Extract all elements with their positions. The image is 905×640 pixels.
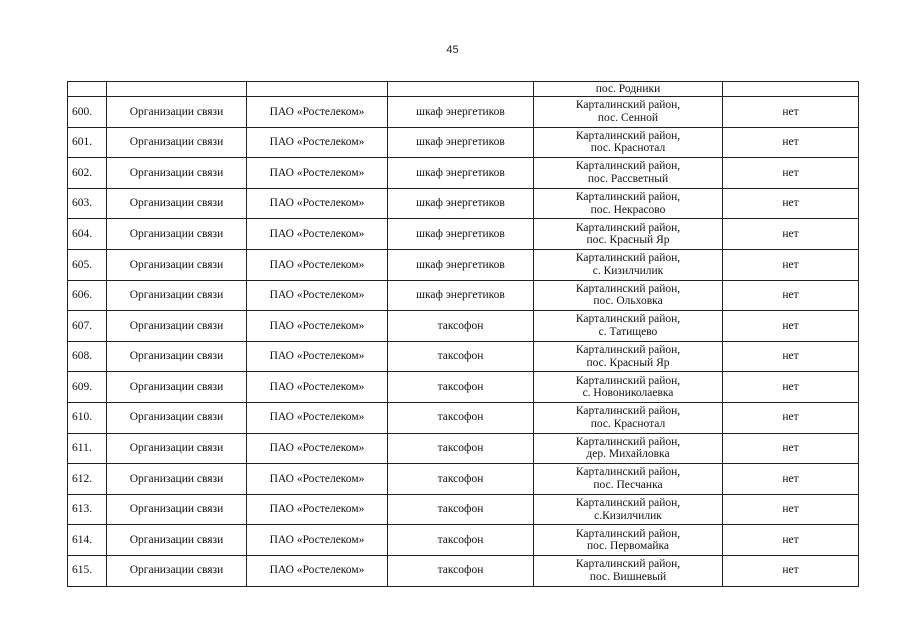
location-cell — [534, 372, 723, 403]
owner-cell: ПАО «Ростелеком» — [247, 97, 388, 128]
object-cell: таксофон — [388, 555, 534, 586]
owner-cell: ПАО «Ростелеком» — [247, 464, 388, 495]
value-cell: нет — [723, 555, 859, 586]
value-cell: нет — [723, 433, 859, 464]
row-number-cell: 605. — [68, 249, 107, 280]
location-cell — [534, 402, 723, 433]
object-cell: таксофон — [388, 494, 534, 525]
owner-cell: ПАО «Ростелеком» — [247, 188, 388, 219]
location-district: Карталинский район, — [575, 313, 681, 326]
table-cell — [68, 82, 107, 97]
org-type-cell: Организации связи — [107, 188, 247, 219]
row-number-cell: 611. — [68, 433, 107, 464]
location-settlement: пос. Рассветный — [587, 172, 669, 185]
row-number-cell: 615. — [68, 555, 107, 586]
table-row — [68, 494, 859, 525]
table-row — [68, 555, 859, 586]
location-settlement: пос. Песчанка — [593, 478, 663, 491]
org-type-cell: Организации связи — [107, 372, 247, 403]
table-row — [68, 127, 859, 158]
location-cell — [534, 555, 723, 586]
owner-cell: ПАО «Ростелеком» — [247, 372, 388, 403]
location-cell — [534, 341, 723, 372]
owner-cell: ПАО «Ростелеком» — [247, 341, 388, 372]
location-cell: пос. Родники — [534, 82, 723, 97]
value-cell: нет — [723, 525, 859, 556]
object-cell: шкаф энергетиков — [388, 249, 534, 280]
org-type-cell: Организации связи — [107, 158, 247, 189]
location-district: Карталинский район, — [575, 527, 681, 540]
row-number-cell: 609. — [68, 372, 107, 403]
row-number-cell: 601. — [68, 127, 107, 158]
object-cell: шкаф энергетиков — [388, 188, 534, 219]
location-district: Карталинский район, — [575, 191, 681, 204]
object-cell: шкаф энергетиков — [388, 127, 534, 158]
table-row — [68, 280, 859, 311]
location-district: Карталинский район, — [575, 435, 681, 448]
location-settlement: с. Татищево — [598, 325, 658, 338]
org-type-cell: Организации связи — [107, 341, 247, 372]
value-cell: нет — [723, 494, 859, 525]
value-cell: нет — [723, 372, 859, 403]
row-number-cell: 613. — [68, 494, 107, 525]
location-district: Карталинский район, — [575, 405, 681, 418]
row-number-cell: 606. — [68, 280, 107, 311]
value-cell: нет — [723, 311, 859, 342]
object-cell: таксофон — [388, 402, 534, 433]
location-settlement: пос. Ольховка — [593, 295, 663, 308]
owner-cell: ПАО «Ростелеком» — [247, 158, 388, 189]
org-type-cell: Организации связи — [107, 97, 247, 128]
table-cell — [247, 82, 388, 97]
org-type-cell: Организации связи — [107, 525, 247, 556]
value-cell: нет — [723, 97, 859, 128]
value-cell: нет — [723, 127, 859, 158]
value-cell: нет — [723, 464, 859, 495]
location-cell — [534, 525, 723, 556]
location-settlement: с. Кизилчилик — [592, 264, 664, 277]
object-cell: шкаф энергетиков — [388, 97, 534, 128]
location-district: Карталинский район, — [575, 374, 681, 387]
object-cell: таксофон — [388, 525, 534, 556]
object-cell: таксофон — [388, 311, 534, 342]
owner-cell: ПАО «Ростелеком» — [247, 311, 388, 342]
location-settlement: пос. Некрасово — [590, 203, 666, 216]
row-number-cell: 602. — [68, 158, 107, 189]
table-row — [68, 249, 859, 280]
object-cell: таксофон — [388, 464, 534, 495]
location-cell — [534, 311, 723, 342]
value-cell: нет — [723, 219, 859, 250]
page-number: 45 — [446, 44, 459, 56]
table-cell — [107, 82, 247, 97]
owner-cell: ПАО «Ростелеком» — [247, 433, 388, 464]
location-settlement: пос. Красный Яр — [586, 234, 670, 247]
row-number-cell: 612. — [68, 464, 107, 495]
location-cell — [534, 97, 723, 128]
table-row — [68, 341, 859, 372]
org-type-cell: Организации связи — [107, 127, 247, 158]
value-cell: нет — [723, 280, 859, 311]
table-row — [68, 97, 859, 128]
row-number-cell: 614. — [68, 525, 107, 556]
location-district: Карталинский район, — [575, 160, 681, 173]
location-district: Карталинский район, — [575, 558, 681, 571]
org-type-cell: Организации связи — [107, 494, 247, 525]
location-cell — [534, 494, 723, 525]
table-row — [68, 372, 859, 403]
owner-cell: ПАО «Ростелеком» — [247, 402, 388, 433]
table-row — [68, 188, 859, 219]
owner-cell: ПАО «Ростелеком» — [247, 280, 388, 311]
owner-cell: ПАО «Ростелеком» — [247, 249, 388, 280]
location-district: Карталинский район, — [575, 221, 681, 234]
org-type-cell: Организации связи — [107, 219, 247, 250]
row-number-cell: 610. — [68, 402, 107, 433]
owner-cell: ПАО «Ростелеком» — [247, 525, 388, 556]
location-district: Карталинский район, — [575, 282, 681, 295]
location-cell — [534, 249, 723, 280]
org-type-cell: Организации связи — [107, 402, 247, 433]
object-cell: шкаф энергетиков — [388, 219, 534, 250]
owner-cell: ПАО «Ростелеком» — [247, 494, 388, 525]
object-cell: шкаф энергетиков — [388, 158, 534, 189]
location-district: Карталинский район, — [575, 252, 681, 265]
row-number-cell: 607. — [68, 311, 107, 342]
table-cell — [723, 82, 859, 97]
location-settlement: пос. Сенной — [597, 111, 659, 124]
owner-cell: ПАО «Ростелеком» — [247, 555, 388, 586]
row-number-cell: 603. — [68, 188, 107, 219]
object-cell: таксофон — [388, 433, 534, 464]
location-settlement: с.Кизилчилик — [594, 509, 662, 522]
org-type-cell: Организации связи — [107, 311, 247, 342]
location-cell — [534, 127, 723, 158]
table-row — [68, 402, 859, 433]
table-row — [68, 311, 859, 342]
location-settlement: дер. Михайловка — [586, 448, 670, 461]
location-district: Карталинский район, — [575, 344, 681, 357]
row-number-cell: 600. — [68, 97, 107, 128]
value-cell: нет — [723, 188, 859, 219]
value-cell: нет — [723, 158, 859, 189]
location-district: Карталинский район, — [575, 466, 681, 479]
table-row-continuation — [68, 82, 859, 97]
owner-cell: ПАО «Ростелеком» — [247, 127, 388, 158]
location-cell — [534, 280, 723, 311]
location-cell — [534, 188, 723, 219]
location-cell — [534, 433, 723, 464]
registry-table — [67, 81, 859, 587]
row-number-cell: 608. — [68, 341, 107, 372]
location-district: Карталинский район, — [575, 129, 681, 142]
table-row — [68, 158, 859, 189]
org-type-cell: Организации связи — [107, 555, 247, 586]
table-row — [68, 219, 859, 250]
row-number-cell: 604. — [68, 219, 107, 250]
value-cell: нет — [723, 249, 859, 280]
location-cell — [534, 464, 723, 495]
owner-cell: ПАО «Ростелеком» — [247, 219, 388, 250]
location-settlement: пос. Первомайка — [586, 540, 670, 553]
object-cell: шкаф энергетиков — [388, 280, 534, 311]
location-district: Карталинский район, — [575, 497, 681, 510]
org-type-cell: Организации связи — [107, 464, 247, 495]
location-settlement: пос. Краснотал — [590, 142, 666, 155]
table-row — [68, 525, 859, 556]
location-cell — [534, 158, 723, 189]
org-type-cell: Организации связи — [107, 249, 247, 280]
location-settlement: с. Новониколаевка — [582, 387, 674, 400]
table-cell — [388, 82, 534, 97]
object-cell: таксофон — [388, 341, 534, 372]
location-district: Карталинский район, — [575, 99, 681, 112]
location-cell — [534, 219, 723, 250]
value-cell: нет — [723, 402, 859, 433]
location-settlement: пос. Красный Яр — [586, 356, 670, 369]
location-settlement: пос. Краснотал — [590, 417, 666, 430]
org-type-cell: Организации связи — [107, 433, 247, 464]
location-settlement: пос. Вишневый — [589, 570, 667, 583]
table-row — [68, 464, 859, 495]
table-row — [68, 433, 859, 464]
object-cell: таксофон — [388, 372, 534, 403]
value-cell: нет — [723, 341, 859, 372]
org-type-cell: Организации связи — [107, 280, 247, 311]
